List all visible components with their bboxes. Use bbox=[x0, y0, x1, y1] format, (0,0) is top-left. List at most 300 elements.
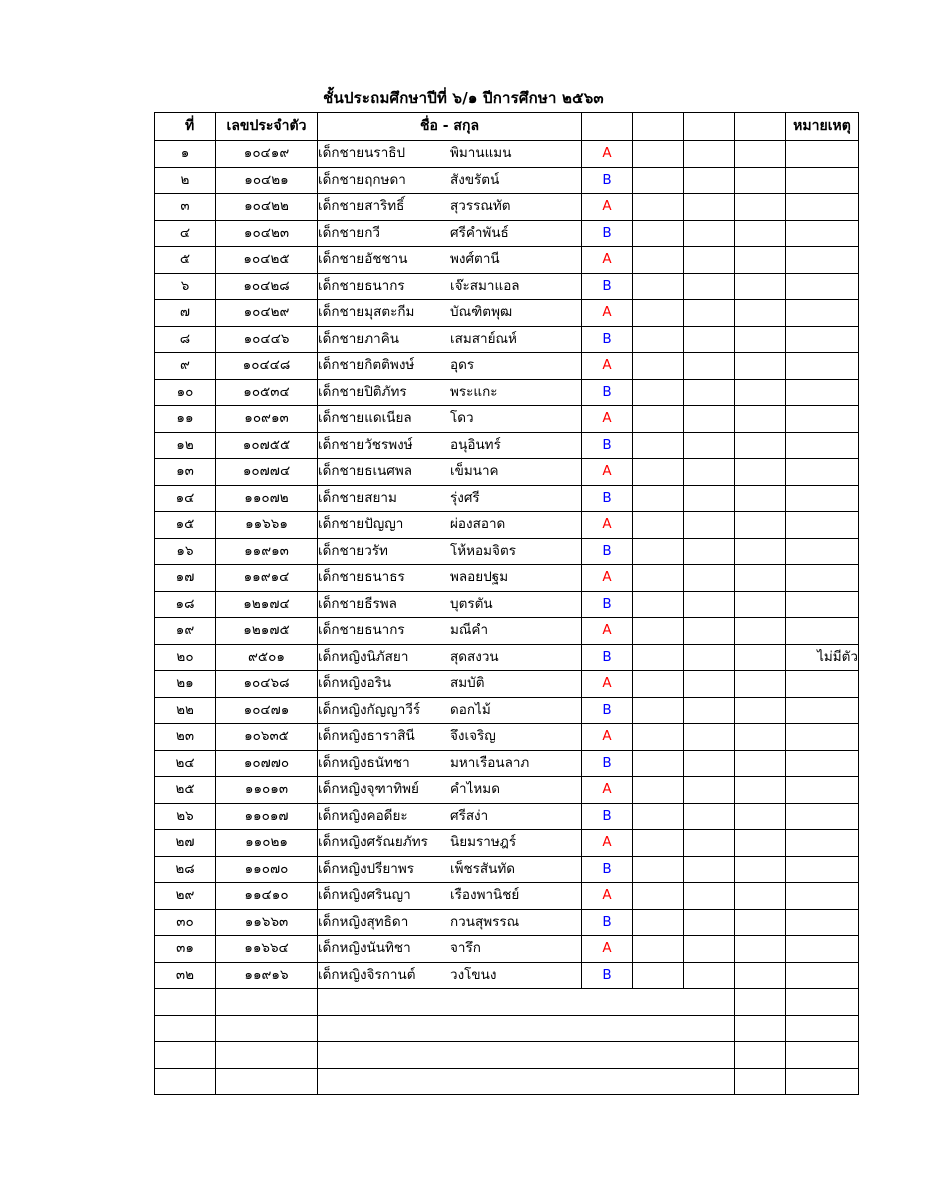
group-mark: A bbox=[582, 300, 633, 327]
note-cell: ไม่มีตัว bbox=[786, 644, 859, 671]
note-cell bbox=[786, 167, 859, 194]
header-blank-3 bbox=[684, 113, 735, 141]
student-id: ๑๐๔๖๘ bbox=[216, 671, 318, 698]
table-row bbox=[155, 538, 859, 565]
blank-cell bbox=[633, 856, 684, 883]
blank-cell bbox=[684, 459, 735, 486]
blank-cell bbox=[735, 830, 786, 857]
student-id: ๑๐๗๗๔ bbox=[216, 459, 318, 486]
blank-cell bbox=[633, 379, 684, 406]
last-name: ดอกไม้ bbox=[450, 701, 491, 718]
last-name: สังขรัตน์ bbox=[450, 171, 500, 188]
header-blank-4 bbox=[735, 113, 786, 141]
blank-cell bbox=[735, 1068, 786, 1095]
first-name: เด็กชายธนากร bbox=[318, 622, 405, 639]
group-mark: B bbox=[582, 697, 633, 724]
blank-cell bbox=[216, 1068, 318, 1095]
blank-cell bbox=[786, 989, 859, 1016]
note-cell bbox=[786, 273, 859, 300]
row-number: ๓๐ bbox=[155, 909, 216, 936]
blank-cell bbox=[633, 777, 684, 804]
student-id: ๑๐๔๒๒ bbox=[216, 194, 318, 221]
blank-cell bbox=[633, 141, 684, 168]
note-cell bbox=[786, 194, 859, 221]
row-number: ๒๐ bbox=[155, 644, 216, 671]
table-row bbox=[155, 459, 859, 486]
student-id: ๑๒๑๗๕ bbox=[216, 618, 318, 645]
group-mark: B bbox=[582, 803, 633, 830]
blank-cell bbox=[684, 856, 735, 883]
table-row bbox=[155, 167, 859, 194]
student-name bbox=[318, 300, 582, 327]
group-mark: A bbox=[582, 830, 633, 857]
student-id: ๑๐๔๒๘ bbox=[216, 273, 318, 300]
header-number: ที่ bbox=[155, 113, 216, 141]
blank-cell bbox=[633, 883, 684, 910]
row-number: ๓๑ bbox=[155, 936, 216, 963]
student-name bbox=[318, 724, 582, 751]
last-name: จารึก bbox=[450, 940, 481, 957]
note-cell bbox=[786, 538, 859, 565]
row-number: ๓๒ bbox=[155, 962, 216, 989]
note-cell bbox=[786, 936, 859, 963]
note-cell bbox=[786, 406, 859, 433]
student-name bbox=[318, 618, 582, 645]
student-name bbox=[318, 326, 582, 353]
note-cell bbox=[786, 353, 859, 380]
last-name: รุ่งศรี bbox=[450, 489, 480, 506]
blank-cell bbox=[633, 459, 684, 486]
row-number: ๒๓ bbox=[155, 724, 216, 751]
table-body bbox=[155, 141, 859, 1095]
note-cell bbox=[786, 803, 859, 830]
first-name: เด็กหญิงธาราสินี bbox=[318, 728, 415, 745]
row-number: ๑๖ bbox=[155, 538, 216, 565]
last-name: สุดสงวน bbox=[450, 648, 499, 665]
blank-cell bbox=[735, 671, 786, 698]
table-row bbox=[155, 485, 859, 512]
student-roster-table bbox=[154, 112, 859, 1095]
blank-cell bbox=[684, 618, 735, 645]
note-cell bbox=[786, 618, 859, 645]
first-name: เด็กชายวัชรพงษ์ bbox=[318, 436, 413, 453]
row-number: ๑๔ bbox=[155, 485, 216, 512]
blank-cell bbox=[633, 353, 684, 380]
group-mark: B bbox=[582, 644, 633, 671]
note-cell bbox=[786, 830, 859, 857]
student-id: ๑๐๙๑๓ bbox=[216, 406, 318, 433]
blank-cell bbox=[633, 591, 684, 618]
first-name: เด็กชายธีรพล bbox=[318, 595, 397, 612]
row-number: ๑๗ bbox=[155, 565, 216, 592]
last-name: วงโขนง bbox=[450, 966, 497, 983]
blank-cell bbox=[633, 724, 684, 751]
blank-cell bbox=[735, 591, 786, 618]
header-blank-2 bbox=[633, 113, 684, 141]
first-name: เด็กชายกวี bbox=[318, 224, 380, 241]
blank-cell bbox=[155, 1042, 216, 1069]
blank-cell bbox=[633, 909, 684, 936]
blank-cell bbox=[633, 406, 684, 433]
group-mark: B bbox=[582, 273, 633, 300]
blank-cell bbox=[633, 565, 684, 592]
first-name: เด็กหญิงจุฑาทิพย์ bbox=[318, 781, 419, 798]
group-mark: B bbox=[582, 432, 633, 459]
row-number: ๒๔ bbox=[155, 750, 216, 777]
blank-cell bbox=[684, 724, 735, 751]
blank-cell bbox=[735, 353, 786, 380]
row-number: ๒๗ bbox=[155, 830, 216, 857]
student-id: ๑๑๐๑๓ bbox=[216, 777, 318, 804]
first-name: เด็กหญิงศรัณยภัทร bbox=[318, 834, 428, 851]
row-number: ๗ bbox=[155, 300, 216, 327]
blank-cell bbox=[633, 220, 684, 247]
blank-cell bbox=[684, 485, 735, 512]
first-name: เด็กชายภาคิน bbox=[318, 330, 399, 347]
first-name: เด็กชายแดเนียล bbox=[318, 410, 412, 427]
first-name: เด็กชายมุสตะกีม bbox=[318, 304, 415, 321]
last-name: บัณฑิตพุฒ bbox=[450, 304, 513, 321]
blank-cell bbox=[684, 538, 735, 565]
student-id: ๑๑๐๗๐ bbox=[216, 856, 318, 883]
blank-cell bbox=[633, 167, 684, 194]
blank-cell bbox=[735, 167, 786, 194]
blank-cell bbox=[735, 220, 786, 247]
table-row bbox=[155, 697, 859, 724]
group-mark: A bbox=[582, 141, 633, 168]
last-name: เข็มนาค bbox=[450, 463, 499, 480]
note-cell bbox=[786, 856, 859, 883]
row-number: ๑๕ bbox=[155, 512, 216, 539]
first-name: เด็กหญิงสุทธิดา bbox=[318, 913, 409, 930]
blank-cell bbox=[786, 1068, 859, 1095]
blank-cell bbox=[155, 1015, 216, 1042]
last-name: ศรีคำพันธ์ bbox=[450, 224, 509, 241]
blank-cell bbox=[735, 512, 786, 539]
blank-cell bbox=[633, 247, 684, 274]
student-id: ๑๑๙๑๓ bbox=[216, 538, 318, 565]
page-title: ชั้นประถมศึกษาปีที่ ๖/๑ ปีการศึกษา ๒๕๖๓ bbox=[323, 89, 604, 107]
row-number: ๑๓ bbox=[155, 459, 216, 486]
blank-cell bbox=[684, 936, 735, 963]
table-row bbox=[155, 724, 859, 751]
blank-cell bbox=[684, 697, 735, 724]
group-mark: A bbox=[582, 406, 633, 433]
student-id: ๑๐๔๗๑ bbox=[216, 697, 318, 724]
group-mark: A bbox=[582, 194, 633, 221]
first-name: เด็กชายธนากร bbox=[318, 277, 405, 294]
note-cell bbox=[786, 697, 859, 724]
blank-cell bbox=[735, 194, 786, 221]
student-id: ๑๑๐๒๑ bbox=[216, 830, 318, 857]
first-name: เด็กชายวรัท bbox=[318, 542, 388, 559]
table-row bbox=[155, 141, 859, 168]
last-name: สุวรรณทัต bbox=[450, 198, 511, 215]
first-name: เด็กชายนราธิป bbox=[318, 145, 406, 162]
table-row bbox=[155, 883, 859, 910]
group-mark: B bbox=[582, 485, 633, 512]
row-number: ๒๒ bbox=[155, 697, 216, 724]
blank-cell bbox=[684, 273, 735, 300]
row-number: ๑๒ bbox=[155, 432, 216, 459]
blank-cell bbox=[735, 750, 786, 777]
student-name bbox=[318, 830, 582, 857]
student-name bbox=[318, 856, 582, 883]
blank-cell bbox=[735, 883, 786, 910]
blank-cell bbox=[633, 644, 684, 671]
last-name: อนุอินทร์ bbox=[450, 436, 501, 453]
table-row bbox=[155, 247, 859, 274]
group-mark: B bbox=[582, 750, 633, 777]
group-mark: A bbox=[582, 247, 633, 274]
blank-cell bbox=[735, 909, 786, 936]
group-mark: B bbox=[582, 379, 633, 406]
first-name: เด็กหญิงกัญญาวีร์ bbox=[318, 701, 421, 718]
student-id: ๑๐๔๒๙ bbox=[216, 300, 318, 327]
table-row bbox=[155, 512, 859, 539]
note-cell bbox=[786, 432, 859, 459]
table-row bbox=[155, 220, 859, 247]
first-name: เด็กชายฤกษดา bbox=[318, 171, 406, 188]
first-name: เด็กหญิงศรินญา bbox=[318, 887, 411, 904]
blank-cell bbox=[684, 909, 735, 936]
blank-cell bbox=[684, 353, 735, 380]
blank-cell bbox=[735, 432, 786, 459]
blank-cell bbox=[735, 141, 786, 168]
blank-cell bbox=[735, 565, 786, 592]
blank-cell bbox=[684, 803, 735, 830]
student-name bbox=[318, 538, 582, 565]
first-name: เด็กชายปัญญา bbox=[318, 516, 404, 533]
last-name: พลอยปฐม bbox=[450, 569, 509, 586]
student-id: ๑๑๖๖๔ bbox=[216, 936, 318, 963]
first-name: เด็กชายสาริทธิ์ bbox=[318, 198, 405, 215]
group-mark: A bbox=[582, 724, 633, 751]
note-cell bbox=[786, 459, 859, 486]
blank-cell bbox=[633, 830, 684, 857]
note-cell bbox=[786, 326, 859, 353]
blank-cell bbox=[735, 247, 786, 274]
student-name bbox=[318, 962, 582, 989]
blank-cell bbox=[735, 326, 786, 353]
note-cell bbox=[786, 512, 859, 539]
blank-cell bbox=[735, 1015, 786, 1042]
student-name bbox=[318, 697, 582, 724]
student-name bbox=[318, 353, 582, 380]
student-id: ๑๑๖๖๑ bbox=[216, 512, 318, 539]
blank-cell bbox=[684, 512, 735, 539]
blank-cell bbox=[684, 300, 735, 327]
last-name: อุดร bbox=[450, 357, 475, 374]
note-cell bbox=[786, 220, 859, 247]
student-name bbox=[318, 485, 582, 512]
header-row bbox=[155, 113, 859, 141]
blank-cell bbox=[216, 989, 318, 1016]
student-name bbox=[318, 777, 582, 804]
note-cell bbox=[786, 777, 859, 804]
student-name bbox=[318, 220, 582, 247]
student-id: ๑๐๖๓๕ bbox=[216, 724, 318, 751]
note-cell bbox=[786, 141, 859, 168]
blank-cell bbox=[684, 379, 735, 406]
student-name bbox=[318, 167, 582, 194]
blank-cell bbox=[633, 618, 684, 645]
table-row bbox=[155, 777, 859, 804]
blank-cell bbox=[735, 273, 786, 300]
group-mark: A bbox=[582, 459, 633, 486]
student-name bbox=[318, 750, 582, 777]
table-row bbox=[155, 830, 859, 857]
note-cell bbox=[786, 485, 859, 512]
table-row bbox=[155, 300, 859, 327]
group-mark: A bbox=[582, 883, 633, 910]
first-name: เด็กชายกิตติพงษ์ bbox=[318, 357, 415, 374]
blank-cell bbox=[735, 406, 786, 433]
student-name bbox=[318, 141, 582, 168]
empty-row bbox=[155, 1068, 859, 1095]
last-name: เพ็ชรสันทัด bbox=[450, 860, 516, 877]
student-id: ๑๐๔๔๘ bbox=[216, 353, 318, 380]
table-header bbox=[155, 113, 859, 141]
group-mark: A bbox=[582, 565, 633, 592]
row-number: ๓ bbox=[155, 194, 216, 221]
group-mark: A bbox=[582, 353, 633, 380]
header-blank-1 bbox=[582, 113, 633, 141]
blank-cell bbox=[633, 326, 684, 353]
table-row bbox=[155, 856, 859, 883]
last-name: นิยมราษฎร์ bbox=[450, 834, 517, 851]
last-name: คำไหมด bbox=[450, 781, 500, 798]
blank-cell bbox=[633, 936, 684, 963]
student-name bbox=[318, 194, 582, 221]
blank-cell bbox=[318, 1015, 735, 1042]
blank-cell bbox=[735, 618, 786, 645]
last-name: พระแกะ bbox=[450, 383, 498, 400]
blank-cell bbox=[633, 512, 684, 539]
note-cell bbox=[786, 724, 859, 751]
row-number: ๔ bbox=[155, 220, 216, 247]
student-name bbox=[318, 432, 582, 459]
blank-cell bbox=[684, 167, 735, 194]
note-cell bbox=[786, 962, 859, 989]
first-name: เด็กชายอัชชาน bbox=[318, 251, 408, 268]
blank-cell bbox=[318, 1042, 735, 1069]
table-row bbox=[155, 432, 859, 459]
blank-cell bbox=[318, 1068, 735, 1095]
group-mark: A bbox=[582, 512, 633, 539]
blank-cell bbox=[684, 883, 735, 910]
blank-cell bbox=[633, 273, 684, 300]
last-name: พิมานแมน bbox=[450, 145, 512, 162]
student-name bbox=[318, 379, 582, 406]
table-row bbox=[155, 962, 859, 989]
row-number: ๕ bbox=[155, 247, 216, 274]
blank-cell bbox=[684, 194, 735, 221]
blank-cell bbox=[684, 962, 735, 989]
blank-cell bbox=[155, 1068, 216, 1095]
row-number: ๑๙ bbox=[155, 618, 216, 645]
student-name bbox=[318, 671, 582, 698]
student-id: ๑๐๔๒๓ bbox=[216, 220, 318, 247]
note-cell bbox=[786, 565, 859, 592]
group-mark: B bbox=[582, 591, 633, 618]
blank-cell bbox=[633, 697, 684, 724]
table-row bbox=[155, 379, 859, 406]
group-mark: B bbox=[582, 856, 633, 883]
blank-cell bbox=[735, 803, 786, 830]
table-row bbox=[155, 565, 859, 592]
row-number: ๙ bbox=[155, 353, 216, 380]
blank-cell bbox=[216, 1042, 318, 1069]
row-number: ๒ bbox=[155, 167, 216, 194]
student-name bbox=[318, 406, 582, 433]
blank-cell bbox=[633, 671, 684, 698]
blank-cell bbox=[633, 803, 684, 830]
row-number: ๑ bbox=[155, 141, 216, 168]
group-mark: B bbox=[582, 962, 633, 989]
student-name bbox=[318, 803, 582, 830]
first-name: เด็กหญิงธนัทชา bbox=[318, 754, 410, 771]
student-id: ๑๑๖๖๓ bbox=[216, 909, 318, 936]
table-row bbox=[155, 936, 859, 963]
last-name: โดว bbox=[450, 410, 474, 427]
group-mark: A bbox=[582, 936, 633, 963]
table-row bbox=[155, 750, 859, 777]
row-number: ๒๙ bbox=[155, 883, 216, 910]
blank-cell bbox=[684, 750, 735, 777]
blank-cell bbox=[633, 300, 684, 327]
last-name: ศรีสง่า bbox=[450, 807, 489, 824]
last-name: เจ๊ะสมาแอล bbox=[450, 277, 520, 294]
row-number: ๑๐ bbox=[155, 379, 216, 406]
blank-cell bbox=[633, 432, 684, 459]
student-name bbox=[318, 512, 582, 539]
last-name: เรืองพานิชย์ bbox=[450, 887, 520, 904]
first-name: เด็กหญิงปรียาพร bbox=[318, 860, 415, 877]
blank-cell bbox=[633, 962, 684, 989]
last-name: มณีคำ bbox=[450, 622, 489, 639]
student-name bbox=[318, 247, 582, 274]
table-row bbox=[155, 803, 859, 830]
row-number: ๒๕ bbox=[155, 777, 216, 804]
first-name: เด็กชายสยาม bbox=[318, 489, 397, 506]
student-id: ๑๑๐๑๗ bbox=[216, 803, 318, 830]
empty-row bbox=[155, 1042, 859, 1069]
last-name: พงศ์ตานี bbox=[450, 251, 500, 268]
blank-cell bbox=[735, 962, 786, 989]
note-cell bbox=[786, 909, 859, 936]
student-id: ๑๒๑๗๔ bbox=[216, 591, 318, 618]
student-id: ๑๐๔๒๕ bbox=[216, 247, 318, 274]
student-id: ๑๑๐๗๒ bbox=[216, 485, 318, 512]
empty-row bbox=[155, 989, 859, 1016]
group-mark: A bbox=[582, 671, 633, 698]
blank-cell bbox=[684, 565, 735, 592]
row-number: ๒๑ bbox=[155, 671, 216, 698]
student-id: ๑๑๙๑๔ bbox=[216, 565, 318, 592]
blank-cell bbox=[684, 777, 735, 804]
row-number: ๑๘ bbox=[155, 591, 216, 618]
row-number: ๖ bbox=[155, 273, 216, 300]
blank-cell bbox=[735, 300, 786, 327]
blank-cell bbox=[786, 1015, 859, 1042]
student-id: ๑๐๗๗๐ bbox=[216, 750, 318, 777]
blank-cell bbox=[684, 220, 735, 247]
table-row bbox=[155, 194, 859, 221]
note-cell bbox=[786, 247, 859, 274]
last-name: จึงเจริญ bbox=[450, 728, 496, 745]
first-name: เด็กหญิงนันทิชา bbox=[318, 940, 411, 957]
